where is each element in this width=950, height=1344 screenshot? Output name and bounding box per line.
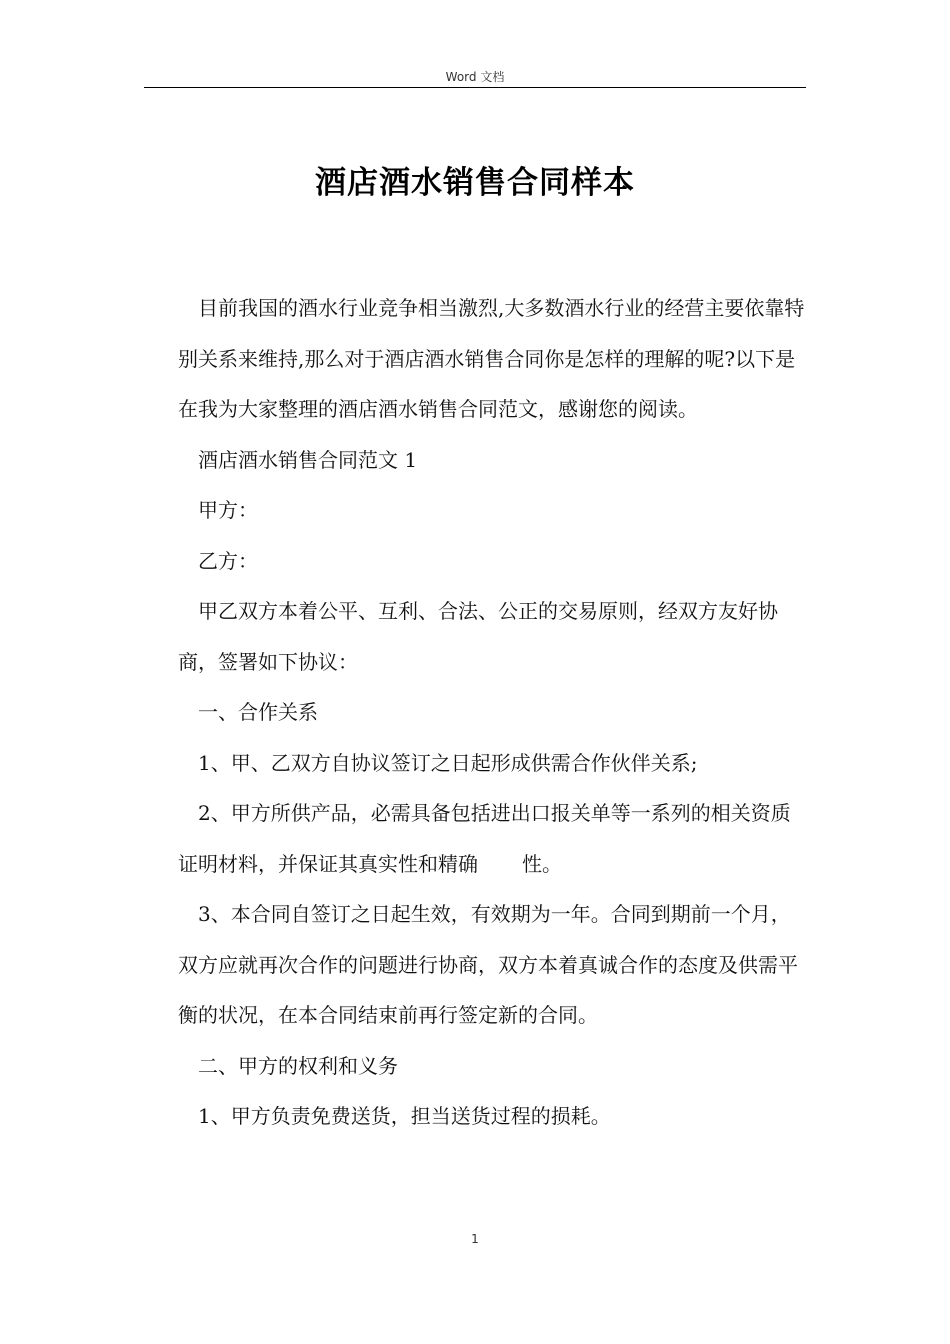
page-number: 1	[471, 1232, 479, 1246]
paragraph-contract-heading: 酒店酒水销售合同范文 1	[198, 447, 418, 472]
clause-1-3: 3、本合同自签订之日起生效，有效期为一年。合同到期前一个月，双方应就再次合作的问题进行协商，双方本着真诚合作的态度及供需平衡的状况，在本合同结束前再行签定新的合同。	[178, 902, 798, 1027]
section-heading-cooperation: 一、合作关系	[198, 700, 318, 724]
clause-1-1: 1、甲、乙双方自协议签订之日起形成供需合作伙伴关系;	[198, 750, 698, 775]
paragraph-party-a: 甲方：	[198, 498, 258, 522]
section-heading-party-a-rights: 二、甲方的权利和义务	[198, 1053, 398, 1078]
paragraph-party-b: 乙方：	[198, 548, 258, 573]
document-title: 酒店酒水销售合同样本	[315, 165, 635, 201]
clause-2-1: 1、甲方负责免费送货，担当送货过程的损耗。	[198, 1104, 611, 1128]
clause-1-2-text: 2、甲方所供产品，必需具备包括进出口报关单等一系列的相关资质证明材料，并保证其真实性和精确	[178, 801, 791, 876]
page-header: Word 文档	[445, 70, 505, 84]
clause-1-2	[178, 788, 810, 889]
paragraph-intro: 目前我国的酒水行业竞争相当激烈,大多数酒水行业的经营主要依靠特别关系来维持,那么对于酒店酒水销售合同你是怎样的理解的呢?以下是在我为大家整理的酒店酒水销售合同范文，感谢您的阅读。	[178, 296, 805, 421]
clause-1-2-tail: 性。	[522, 851, 562, 876]
document-body	[178, 283, 810, 1142]
header-divider	[144, 87, 806, 88]
paragraph-preamble: 甲乙双方本着公平、互利、合法、公正的交易原则，经双方友好协商，签署如下协议：	[178, 599, 778, 674]
